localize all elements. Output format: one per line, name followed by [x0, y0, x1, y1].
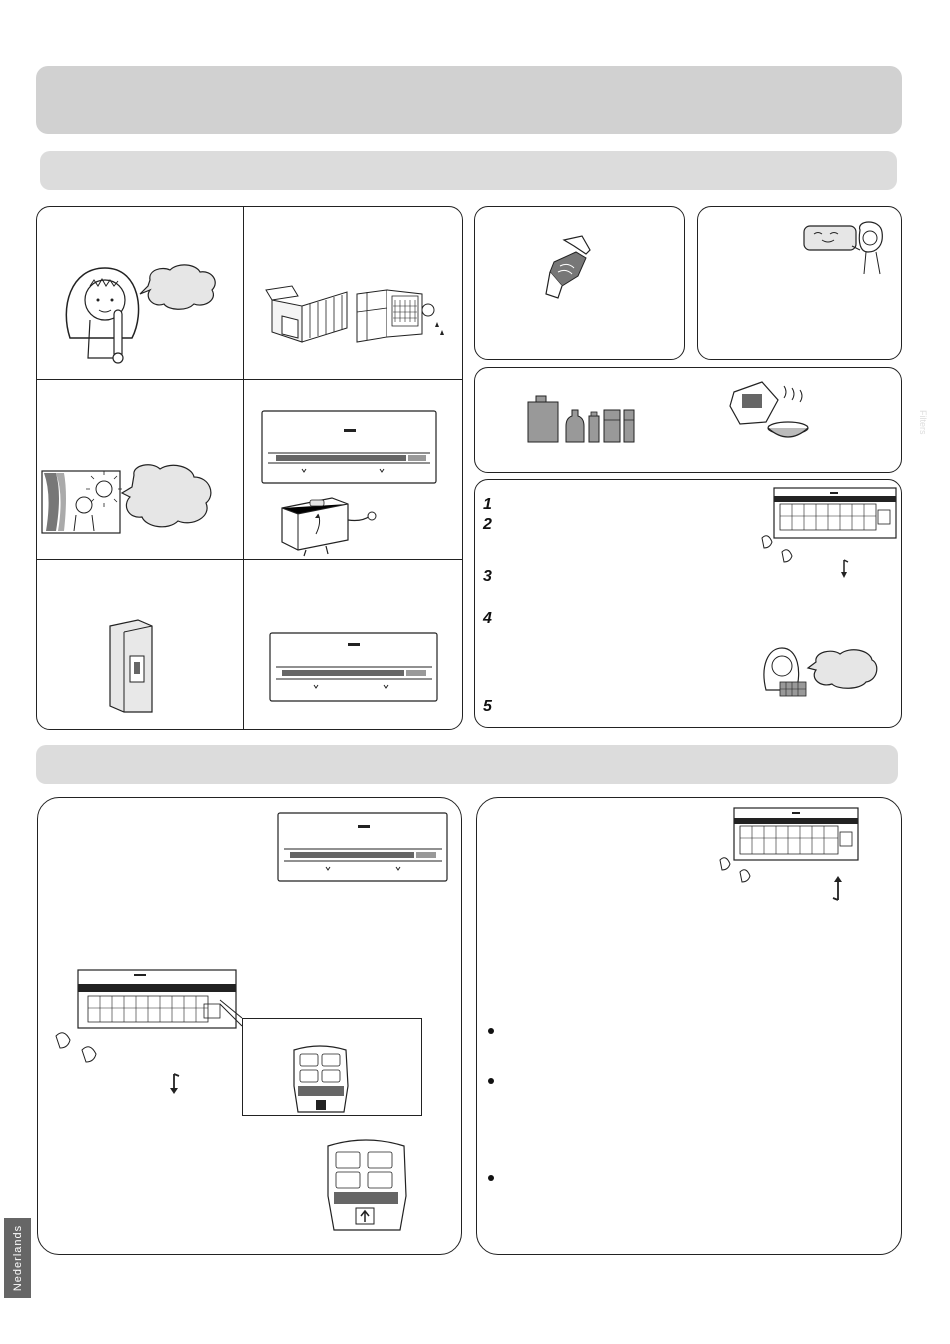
indoor-unit-open-panel-illustration: [718, 806, 862, 902]
language-tab: [4, 1218, 31, 1298]
woman-filter-bubble-illustration: [760, 646, 880, 700]
bullet-2: [488, 1078, 494, 1084]
filter-washing-illustration: [726, 382, 812, 442]
breaker-switch-illustration: [108, 620, 154, 714]
bullet-1: [488, 1028, 494, 1034]
furniture-blocking-unit-illustration: [262, 282, 447, 352]
chemical-bottles-illustration: [528, 396, 636, 444]
filter-insert-illustration: [322, 1140, 410, 1230]
step-number-2: 2: [483, 516, 492, 533]
woman-thermometer-illustration: [60, 258, 230, 368]
filter-removal-illustration: [54, 966, 240, 1096]
window-sun-illustration: [42, 465, 232, 535]
filter-detail-illustration: [290, 1046, 352, 1112]
remote-control-illustration: [276, 494, 381, 556]
side-note: Filters: [918, 410, 928, 435]
section-banner: [36, 745, 898, 784]
subtitle-banner: [40, 151, 897, 190]
language-tab-label: Nederlands: [11, 1224, 24, 1292]
indoor-unit-illustration: [270, 633, 438, 703]
step-number-4: 4: [483, 610, 492, 627]
step-number-5: 5: [483, 698, 492, 715]
indoor-unit-illustration: [262, 411, 437, 486]
bullet-3: [488, 1175, 494, 1181]
title-banner: [36, 66, 902, 134]
step-number-1: 1: [483, 496, 492, 513]
woman-cleaning-display-illustration: [800, 222, 886, 274]
indoor-unit-illustration: [278, 813, 448, 883]
indoor-unit-open-panel-illustration: [758, 486, 898, 578]
step-number-3: 3: [483, 568, 492, 585]
cloth-wipe-illustration: [546, 236, 596, 298]
